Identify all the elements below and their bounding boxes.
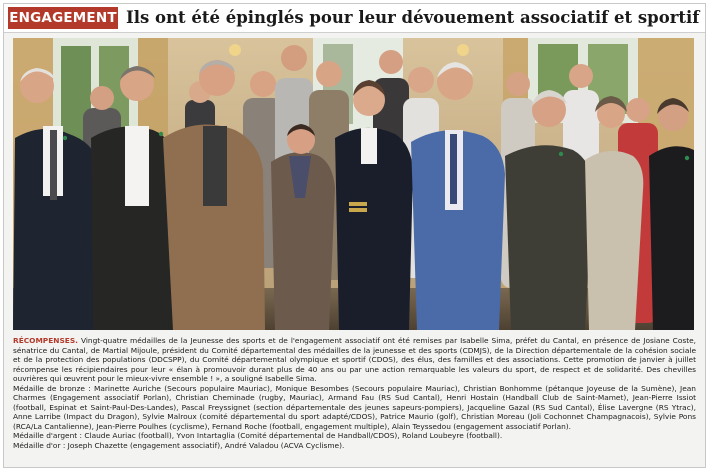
caption-or: Médaille d'or : Joseph Chazette (engagement associatif), André Valadou (ACVA Cyclisme). (13, 441, 345, 451)
photo-caption (13, 336, 696, 451)
section-rubric: ENGAGEMENT (8, 7, 118, 29)
caption-argent: Médaille d'argent : Claude Auriac (football), Yvon Intartaglia (Comité départemental de Handball/CDOS), Roland Loubeyre (football). (13, 431, 503, 441)
caption-lead: RÉCOMPENSES. (13, 336, 78, 345)
caption-intro (13, 336, 696, 384)
group-photo-illustration (13, 38, 694, 330)
article-header (4, 4, 705, 33)
caption-intro-text: Vingt-quatre médailles de la Jeunesse des sports et de l'engagement associatif ont été remises par Isabelle Sima, préfet du Cantal, en présence de Josiane Coste, sénatrice du Cantal, de Martial Mijoule, président du Comité départemental des médailles de la jeunesse et des sports (CDMJS), de la Direction départementale de la cohésion sociale et de la protection des populations (DDCSPP), du Comité départemental olympique et sportif (CDOS), des élus, des familles et des associations. Cette promotion de janvier à juillet récompense les récipiendaires pour leur « élan à promouvoir durant plus de 40 ans ou par une action remarquable les valeurs du sport, de respect et de solidarité. Des chevilles ouvrières qui œuvrent pour le mieux-vivre ensemble ! », a souligné Isabelle Sima. (13, 336, 696, 384)
headline: Ils ont été épinglés pour leur dévouement associatif et sportif (126, 8, 700, 27)
caption-bronze: Médaille de bronze : Marinette Auriche (Secours populaire Mauriac), Monique Besombes (Secours populaire Mauriac), Christian Bonhomme (pétanque Joyeuse de la Sumène), Jean Charmes (Engagement associatif Porlan), Christian Cheminade (rugby, Mauriac), Armand Fau (RS Sud Cantal), Henri Hostain (Handball Club de Saint-Mamet), Jean-Pierre Issiot (football, Espinat et Saint-Paul-Des-Landes), Pascal Freyssignet (section départementale des jeunes sapeurs-pompiers), Jacqueline Gazal (RS Sud Cantal), Élise Lavergne (RS Ytrac), Anne Larribe (Impact du Dragon), Sylvie Malroux (comité départemental du sport adapté/CDOS), Patrice Maurio (golf), Christian Moreau (Joli Cochonnet Champagnacois), Sylvie Pons (RCA/La Cantalienne), Jean-Pierre Poulhes (cyclisme), Fernand Roche (football, engagement multiple), Alain Teyssedou (engagement associatif Porlan). (13, 383, 696, 431)
group-photo (13, 38, 694, 330)
